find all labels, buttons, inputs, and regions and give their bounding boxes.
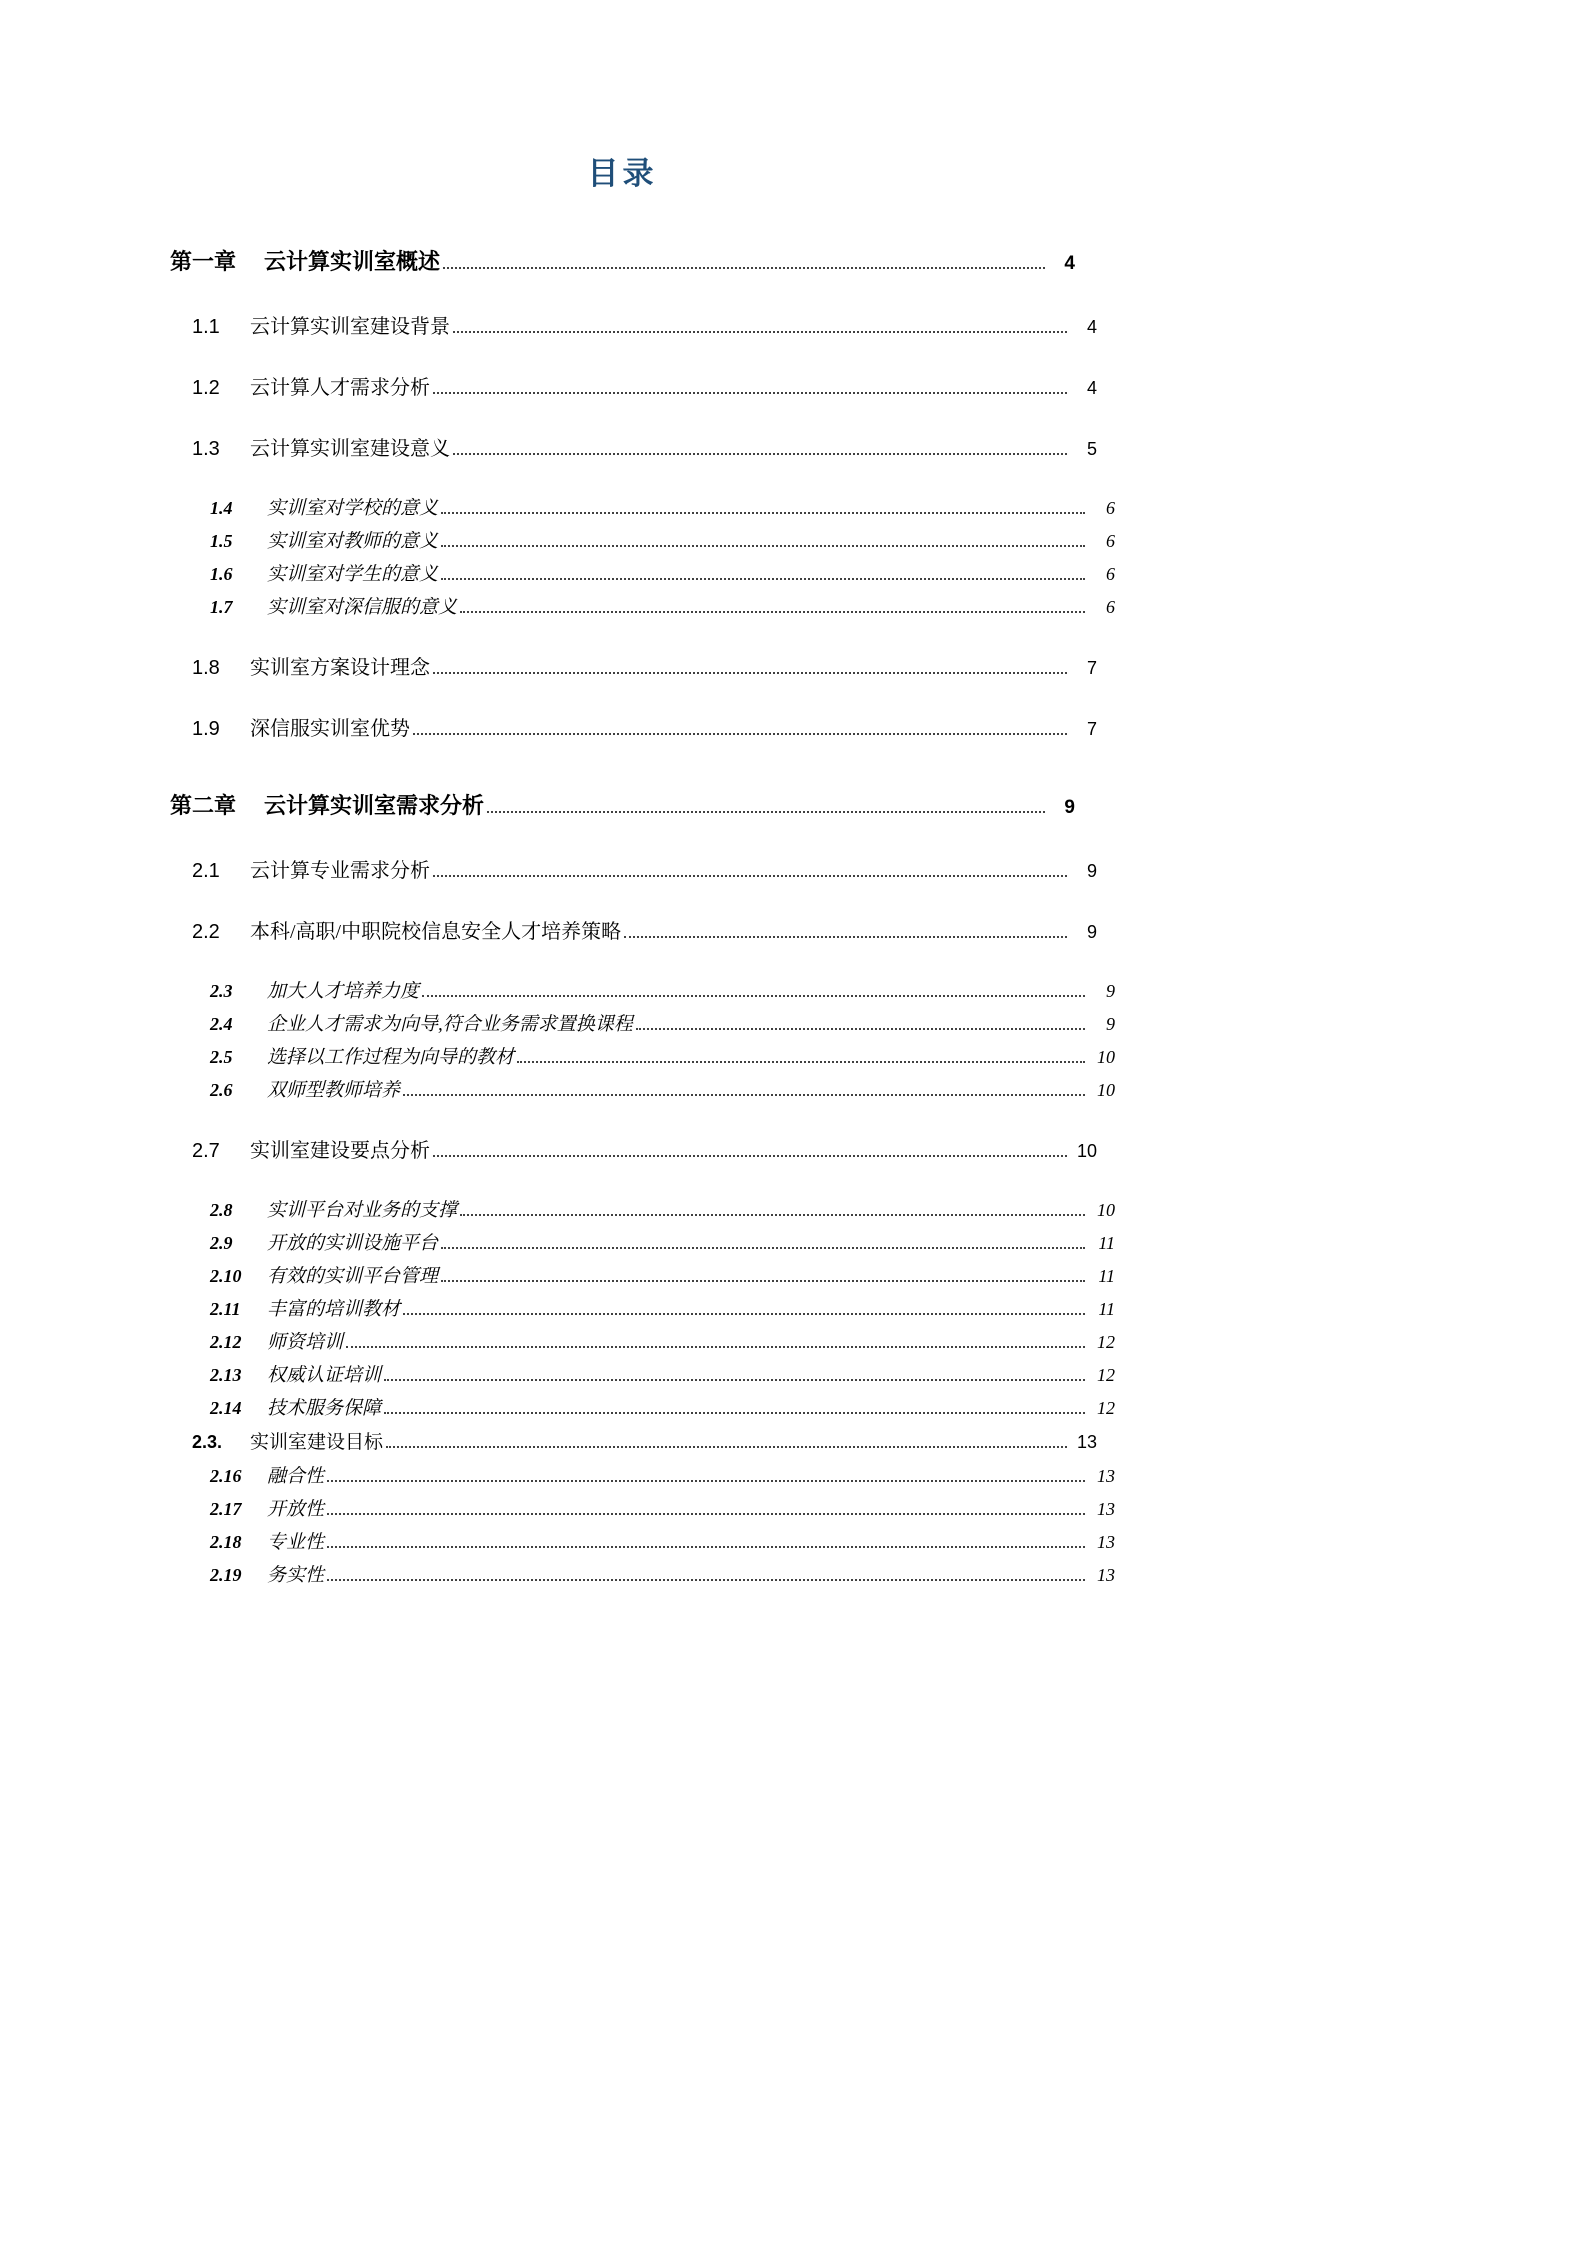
toc-entry-label: 企业人才需求为向导,符合业务需求置换课程: [267, 1014, 633, 1035]
toc-leader-dots: [327, 1480, 1085, 1482]
toc-page-number: 6: [1106, 531, 1115, 551]
toc-entry-label: 实训平台对业务的支撑: [267, 1200, 458, 1221]
toc-page-number: 7: [1086, 719, 1097, 739]
toc-entry-label: 实训室建设目标: [250, 1432, 384, 1453]
toc-leader-dots: [460, 611, 1085, 613]
toc-page-number: 10: [1097, 1080, 1115, 1100]
toc-entry[interactable]: [170, 592, 1115, 619]
toc-page-number: 9: [1086, 922, 1097, 942]
toc-entry[interactable]: [170, 1261, 1115, 1288]
toc-entry-number: 第一章: [170, 249, 237, 274]
toc-leader-dots: [433, 1155, 1067, 1157]
toc-entry[interactable]: [170, 1042, 1115, 1069]
toc-leader-dots: [441, 512, 1085, 514]
toc-entry-label: 实训室对深信服的意义: [267, 597, 458, 618]
toc-entry[interactable]: [170, 712, 1097, 741]
toc-entry[interactable]: [170, 371, 1097, 400]
toc-entry[interactable]: [170, 1294, 1115, 1321]
toc-entry[interactable]: [170, 526, 1115, 553]
toc-entry-number: 2.13: [210, 1365, 242, 1385]
toc-entry-number: 1.1: [192, 316, 220, 338]
toc-page-number: 9: [1064, 797, 1075, 818]
toc-entry-label: 开放性: [267, 1499, 325, 1520]
toc-entry-number: 2.14: [210, 1398, 242, 1418]
toc-entry[interactable]: [170, 559, 1115, 586]
toc-entry-label: 权威认证培训: [267, 1365, 382, 1386]
toc-entry-number: 1.9: [192, 718, 220, 740]
toc-leader-dots: [327, 1579, 1085, 1581]
toc-entry[interactable]: [170, 1075, 1115, 1102]
toc-entry[interactable]: [170, 1461, 1115, 1488]
toc-entry-label: 师资培训: [267, 1332, 344, 1353]
toc-entry-number: 2.10: [210, 1266, 242, 1286]
toc-entry-label: 开放的实训设施平台: [267, 1233, 439, 1254]
toc-entry-label: 云计算实训室概述: [264, 249, 441, 274]
toc-leader-dots: [403, 1313, 1085, 1315]
toc-entry-label: 丰富的培训教材: [267, 1299, 401, 1320]
toc-page-number: 11: [1098, 1266, 1115, 1286]
toc-entry-number: 2.11: [210, 1299, 241, 1319]
toc-entry-number: 2.1: [192, 860, 220, 882]
toc-page-number: 6: [1106, 564, 1115, 584]
toc-page-number: 13: [1076, 1432, 1097, 1452]
toc-entry-label: 云计算实训室需求分析: [264, 793, 485, 818]
toc-leader-dots: [346, 1346, 1085, 1348]
toc-entry-number: 2.12: [210, 1332, 242, 1352]
toc-leader-dots: [517, 1061, 1085, 1063]
toc-page-number: 4: [1086, 317, 1097, 337]
toc-page-number: 12: [1097, 1398, 1115, 1418]
toc-leader-dots: [441, 1280, 1085, 1282]
toc-entry-label: 深信服实训室优势: [250, 718, 410, 740]
toc-entry[interactable]: [170, 310, 1097, 339]
toc-page-number: 4: [1086, 378, 1097, 398]
toc-leader-dots: [441, 1247, 1085, 1249]
toc-page-number: 11: [1098, 1299, 1115, 1319]
toc-page-number: 13: [1097, 1466, 1115, 1486]
toc-leader-dots: [433, 392, 1067, 394]
toc-entry[interactable]: [170, 1560, 1115, 1587]
toc-entry-number: 2.7: [192, 1140, 220, 1162]
toc-page-number: 11: [1098, 1233, 1115, 1253]
toc-leader-dots: [636, 1028, 1085, 1030]
toc-entry-number: 2.2: [192, 921, 220, 943]
toc-entry-label: 本科/高职/中职院校信息安全人才培养策略: [250, 921, 622, 943]
toc-entry-label: 融合性: [267, 1466, 325, 1487]
toc-entry[interactable]: [170, 1228, 1115, 1255]
toc-entry-label: 实训室建设要点分析: [250, 1140, 430, 1162]
toc-leader-dots: [460, 1214, 1085, 1216]
toc-entry-label: 选择以工作过程为向导的教材: [267, 1047, 515, 1068]
toc-page-number: 4: [1064, 253, 1075, 274]
toc-page-number: 12: [1097, 1332, 1115, 1352]
toc-leader-dots: [403, 1094, 1085, 1096]
toc-entry-label: 云计算专业需求分析: [250, 860, 430, 882]
toc-entry-number: 2.9: [210, 1233, 233, 1253]
toc-page-number: 13: [1097, 1499, 1115, 1519]
toc-page-number: 10: [1097, 1047, 1115, 1067]
toc-entry[interactable]: [170, 854, 1097, 883]
toc-entry-label: 实训室对学校的意义: [267, 498, 439, 519]
toc-entry[interactable]: [170, 493, 1115, 520]
toc-entry[interactable]: [170, 432, 1097, 461]
toc-entry-label: 技术服务保障: [267, 1398, 382, 1419]
toc-entry-number: 2.3.: [192, 1432, 223, 1452]
toc-entry-number: 1.3: [192, 438, 220, 460]
toc-entry-label: 云计算实训室建设意义: [250, 438, 450, 460]
toc-entry-number: 2.18: [210, 1532, 242, 1552]
toc-entry-number: 2.17: [210, 1499, 242, 1519]
toc-entry-number: 1.6: [210, 564, 233, 584]
toc-page-number: 6: [1106, 597, 1115, 617]
toc-entry[interactable]: [170, 1427, 1097, 1454]
toc-entry-label: 实训室对教师的意义: [267, 531, 439, 552]
toc-leader-dots: [422, 995, 1085, 997]
toc-entry[interactable]: [170, 1327, 1115, 1354]
toc-entry-number: 1.7: [210, 597, 233, 617]
toc-page-number: 7: [1086, 658, 1097, 678]
toc-entry-label: 有效的实训平台管理: [267, 1266, 439, 1287]
toc-page-number: 13: [1097, 1532, 1115, 1552]
toc-leader-dots: [453, 331, 1067, 333]
toc-leader-dots: [443, 267, 1045, 269]
toc-leader-dots: [487, 811, 1045, 813]
toc-entry[interactable]: [170, 915, 1097, 944]
toc-entry[interactable]: [170, 1527, 1115, 1554]
toc-entry-number: 1.8: [192, 657, 220, 679]
toc-page-number: 12: [1097, 1365, 1115, 1385]
toc-entry-number: 2.5: [210, 1047, 233, 1067]
toc-leader-dots: [624, 936, 1067, 938]
toc-entry-number: 第二章: [170, 793, 237, 818]
toc-page-number: 9: [1106, 981, 1115, 1001]
toc-entry-number: 1.2: [192, 377, 220, 399]
toc-entry[interactable]: [170, 1393, 1115, 1420]
toc-entry-label: 实训室方案设计理念: [250, 657, 430, 679]
toc-page-number: 6: [1106, 498, 1115, 518]
toc-leader-dots: [441, 545, 1085, 547]
toc-entry-number: 1.5: [210, 531, 233, 551]
toc-entry-label: 实训室对学生的意义: [267, 564, 439, 585]
toc-entry[interactable]: [170, 1009, 1115, 1036]
toc-leader-dots: [413, 733, 1067, 735]
toc-entry-number: 2.19: [210, 1565, 242, 1585]
page-title: 目录: [587, 156, 658, 191]
toc-leader-dots: [384, 1379, 1085, 1381]
toc-leader-dots: [384, 1412, 1085, 1414]
toc-leader-dots: [433, 875, 1067, 877]
toc-leader-dots: [386, 1446, 1067, 1448]
toc-leader-dots: [327, 1513, 1085, 1515]
toc-page-number: 9: [1106, 1014, 1115, 1034]
toc-entry[interactable]: [170, 976, 1115, 1003]
toc-entry-number: 2.16: [210, 1466, 242, 1486]
toc-leader-dots: [433, 672, 1067, 674]
toc-page-number: 10: [1097, 1200, 1115, 1220]
toc-entry-label: 加大人才培养力度: [267, 981, 420, 1002]
toc-page-number: 5: [1086, 439, 1097, 459]
toc-entry-label: 专业性: [267, 1532, 325, 1553]
toc-entry[interactable]: [170, 1360, 1115, 1387]
toc-entry-number: 2.8: [210, 1200, 233, 1220]
toc-entry-number: 1.4: [210, 498, 233, 518]
toc-entry[interactable]: [170, 1134, 1097, 1163]
toc-leader-dots: [327, 1546, 1085, 1548]
toc-leader-dots: [453, 453, 1067, 455]
toc-page-number: 10: [1076, 1141, 1097, 1161]
toc-entry-label: 云计算实训室建设背景: [250, 316, 450, 338]
toc-entry-label: 双师型教师培养: [267, 1080, 401, 1101]
toc-entry-label: 务实性: [267, 1565, 325, 1586]
toc-page-number: 13: [1097, 1565, 1115, 1585]
toc-entry-number: 2.3: [210, 981, 233, 1001]
toc-entry-label: 云计算人才需求分析: [250, 377, 430, 399]
toc-entry[interactable]: [170, 1195, 1115, 1222]
toc-entry[interactable]: [170, 651, 1097, 680]
toc-list: [170, 245, 1115, 1587]
toc-entry-number: 2.6: [210, 1080, 233, 1100]
toc-entry[interactable]: [170, 1494, 1115, 1521]
toc-entry-number: 2.4: [210, 1014, 233, 1034]
toc-leader-dots: [441, 578, 1085, 580]
toc-page-number: 9: [1086, 861, 1097, 881]
toc-entry[interactable]: [170, 789, 1075, 820]
toc-entry[interactable]: [170, 245, 1075, 276]
